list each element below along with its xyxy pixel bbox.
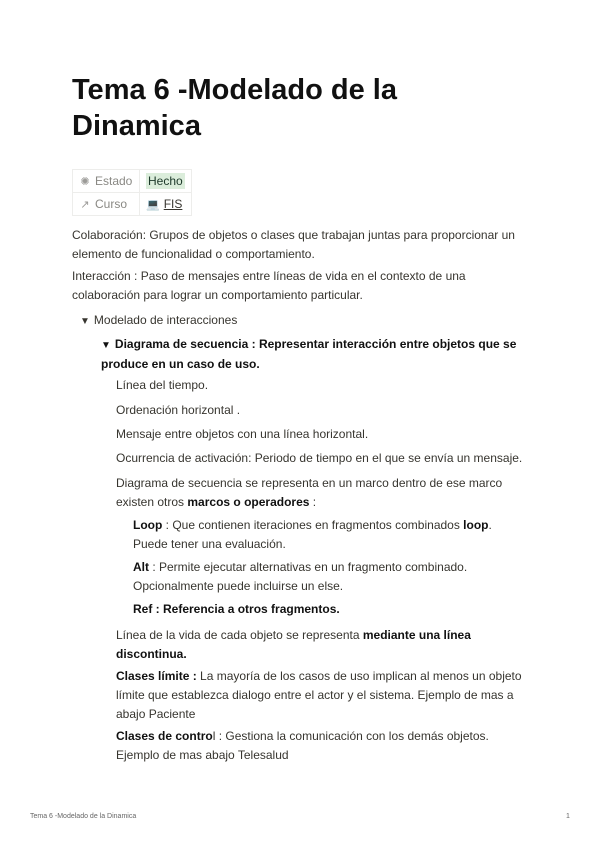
clases-control-label: Clases de contro bbox=[116, 729, 213, 743]
item-marco bbox=[116, 474, 516, 512]
toggle-diagrama-secuencia[interactable] bbox=[101, 335, 531, 374]
loop-bold: loop bbox=[463, 518, 489, 532]
item-clases-limite bbox=[116, 667, 536, 724]
property-label-estado: Estado bbox=[95, 174, 133, 188]
paragraph-colaboracion: Colaboración: Grupos de objetos o clases que trabajan juntas para proporcionar un elemento de funcionalidad o comportamiento. bbox=[72, 228, 515, 261]
property-label-curso: Curso bbox=[95, 197, 128, 211]
page-number: 1 bbox=[566, 813, 570, 820]
clases-control-l: l bbox=[212, 729, 216, 743]
property-row-estado bbox=[73, 170, 192, 193]
item-ocurrencia: Ocurrencia de activación: Periodo de tiempo en el que se envía un mensaje. bbox=[116, 451, 523, 465]
marco-text: Diagrama de secuencia se representa en un marco dentro de ese marco existen otros bbox=[116, 476, 503, 509]
item-linea-tiempo: Línea del tiempo. bbox=[116, 378, 209, 392]
relation-arrow-icon: ↗ bbox=[80, 199, 90, 211]
toggle-secuencia-label: Diagrama de secuencia : Representar interacción entre objetos que se produce en un caso de uso. bbox=[101, 337, 517, 371]
linea-vida-bold: mediante una línea discontinua. bbox=[116, 628, 471, 661]
item-clases-control bbox=[116, 727, 516, 765]
clases-limite-text: La mayoría de los casos de uso implican al menos un objeto límite que establezca dialogo entre el actor y el sistema. Ejemplo de mas a abajo Paciente bbox=[116, 669, 522, 721]
loading-spinner-icon: ✺ bbox=[80, 176, 90, 188]
paragraph-interaccion: Interacción : Paso de mensajes entre líneas de vida en el contexto de una colaboración para lograr un comportamiento particular. bbox=[72, 269, 466, 302]
marco-post: : bbox=[309, 495, 317, 509]
curso-link[interactable]: FIS bbox=[163, 197, 183, 211]
properties-table bbox=[72, 169, 192, 216]
item-mensaje: Mensaje entre objetos con una línea horizontal. bbox=[116, 427, 369, 441]
property-row-curso bbox=[73, 193, 192, 216]
item-linea-vida bbox=[116, 626, 496, 664]
linea-vida-text: Línea de la vida de cada objeto se representa bbox=[116, 628, 363, 642]
toggle-triangle-icon[interactable]: ▼ bbox=[80, 316, 90, 327]
property-key-curso bbox=[73, 193, 140, 216]
status-tag[interactable]: Hecho bbox=[148, 174, 183, 188]
loop-label: Loop bbox=[133, 518, 163, 532]
loop-text: : Que contienen iteraciones en fragmentos combinados bbox=[162, 518, 464, 532]
property-key-estado bbox=[73, 170, 140, 193]
toggle-triangle-icon[interactable]: ▼ bbox=[101, 340, 111, 351]
property-value-estado[interactable] bbox=[140, 170, 192, 193]
item-ref: Ref : Referencia a otros fragmentos. bbox=[133, 602, 340, 616]
loop-post: . Puede tener una evaluación. bbox=[133, 518, 492, 551]
laptop-icon: 💻 bbox=[146, 199, 160, 211]
alt-label: Alt bbox=[133, 560, 149, 574]
alt-text: : Permite ejecutar alternativas en un fragmento combinado. Opcionalmente puede incluirse un else. bbox=[133, 560, 468, 593]
clases-control-text: : Gestiona la comunicación con los demás objetos. Ejemplo de mas abajo Telesalud bbox=[116, 729, 489, 762]
property-value-curso[interactable] bbox=[140, 193, 192, 216]
item-ordenacion: Ordenación horizontal . bbox=[116, 403, 241, 417]
toggle-modelado-label: Modelado de interacciones bbox=[93, 313, 238, 327]
clases-limite-label: Clases límite : bbox=[116, 669, 197, 683]
item-loop bbox=[133, 516, 513, 554]
toggle-modelado-interacciones[interactable] bbox=[80, 311, 540, 331]
footer-title: Tema 6 -Modelado de la Dinamica bbox=[30, 813, 137, 820]
marco-bold: marcos o operadores bbox=[187, 495, 310, 509]
item-alt bbox=[133, 558, 493, 596]
page-title: Tema 6 -Modelado de la Dinamica bbox=[72, 74, 397, 142]
